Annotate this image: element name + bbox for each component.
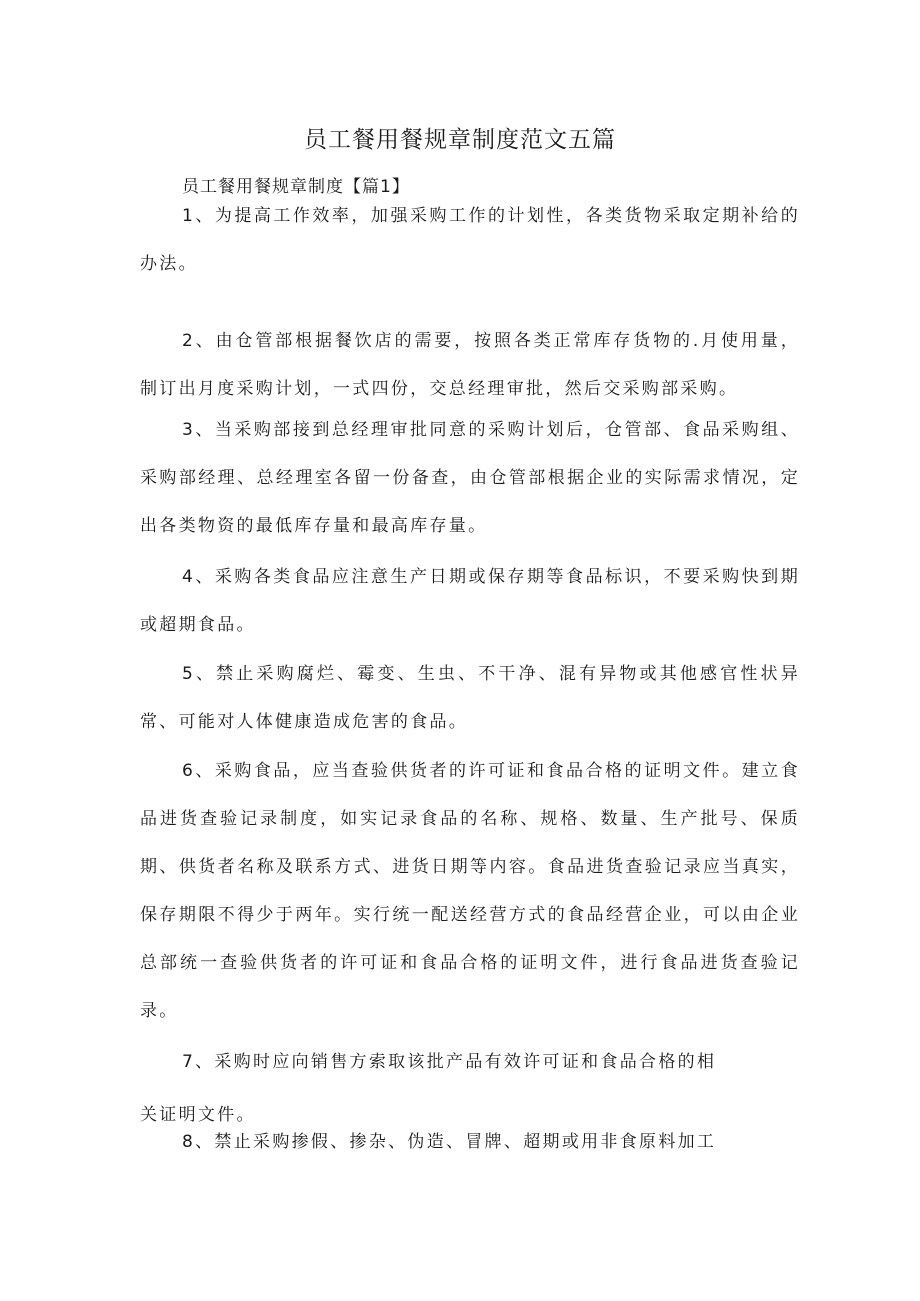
- document-title: 员工餐用餐规章制度范文五篇: [304, 127, 616, 153]
- section-heading: 员工餐用餐规章制度【篇1】: [182, 177, 410, 197]
- paragraph-3: 3、当采购部接到总经理审批同意的采购计划后，仓管部、食品采购组、采购部经理、总经理室各留一份备查，由仓管部根据企业的实际需求情况，定出各类物资的最低库存量和最高库存量。: [140, 420, 800, 536]
- paragraph-8-line-1: 8、禁止采购掺假、掺杂、伪造、冒牌、超期或用非食原料加工: [182, 1132, 717, 1152]
- paragraph-5: 5、禁止采购腐烂、霉变、生虫、不干净、混有异物或其他感官性状异常、可能对人体健康造成危害的食品。: [140, 664, 800, 732]
- paragraph-4: 4、采购各类食品应注意生产日期或保存期等食品标识，不要采购快到期或超期食品。: [140, 567, 800, 635]
- paragraph-7-line-2: 关证明文件。: [140, 1105, 256, 1125]
- paragraph-6: 6、采购食品，应当查验供货者的许可证和食品合格的证明文件。建立食品进货查验记录制度，如实记录食品的名称、规格、数量、生产批号、保质期、供货者名称及联系方式、进货日期等内容。食品进货查验记录应当真实，保存期限不得少于两年。实行统一配送经营方式的食品经营企业，可以由企业总部统一查验供货者的许可证和食品合格的证明文件，进行食品进货查验记录。: [140, 761, 800, 1021]
- paragraph-7-line-1: 7、采购时应向销售方索取该批产品有效许可证和食品合格的相: [182, 1052, 717, 1072]
- paragraph-2: 2、由仓管部根据餐饮店的需要，按照各类正常库存货物的.月使用量，制订出月度采购计划，一式四份，交总经理审批，然后交采购部采购。: [140, 331, 800, 399]
- paragraph-1: 1、为提高工作效率，加强采购工作的计划性，各类货物采取定期补给的办法。: [140, 206, 800, 274]
